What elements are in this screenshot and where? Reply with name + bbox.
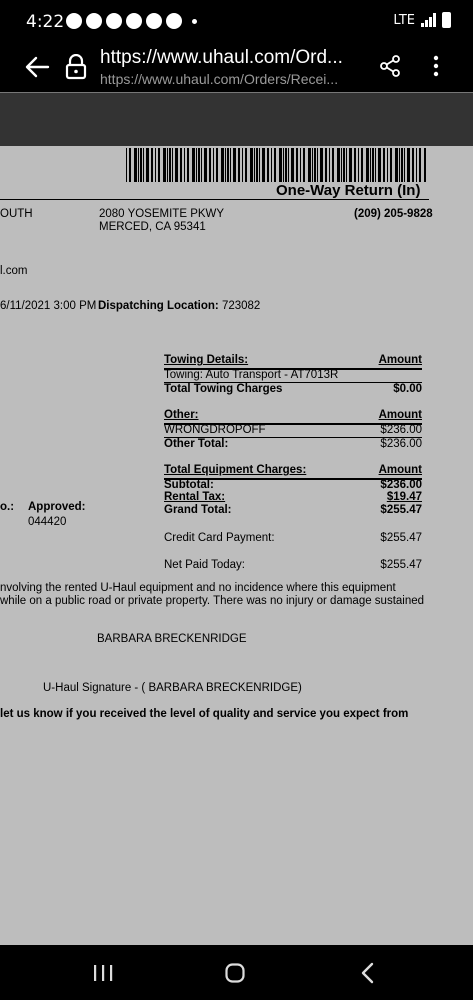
share-icon[interactable] [378, 54, 402, 78]
towing-header: Towing Details: [164, 354, 249, 366]
approved-value: 044420 [28, 516, 67, 528]
nav-back-icon[interactable] [360, 962, 374, 984]
location-name: OUTH [0, 208, 33, 220]
customer-name: BARBARA BRECKENRIDGE [97, 633, 247, 645]
equipment-amount-header: Amount [378, 464, 422, 476]
payment-label: Credit Card Payment: [164, 532, 275, 544]
subtotal-value: $236.00 [380, 479, 422, 491]
other-amount-header: Amount [378, 409, 422, 421]
facebook-icon [106, 13, 122, 29]
receipt-type: One-Way Return (In) [276, 182, 421, 199]
recent-apps-icon[interactable] [93, 965, 113, 981]
net-paid-value: $255.47 [380, 559, 422, 571]
barcode-image [126, 148, 426, 182]
more-notifications-icon [192, 19, 197, 24]
status-time: 4:22 [26, 12, 65, 32]
net-paid-label: Net Paid Today: [164, 559, 245, 571]
feedback-line: let us know if you received the level of quality and service you expect from [0, 708, 409, 720]
subtotal-label: Subtotal: [164, 479, 214, 491]
dispatching-value: 723082 [221, 300, 261, 312]
towing-total-value: $0.00 [393, 383, 422, 395]
address-line2: MERCED, CA 95341 [99, 221, 206, 233]
url-subtitle[interactable]: https://www.uhaul.com/Orders/Recei... [100, 71, 339, 87]
divider [0, 199, 429, 200]
url-title[interactable]: https://www.uhaul.com/Ord... [100, 47, 343, 68]
status-bar [0, 0, 473, 44]
other-item-value: $236.00 [380, 424, 422, 436]
signature-line: U-Haul Signature - ( BARBARA BRECKENRIDGE) [43, 682, 302, 694]
grand-total-value: $255.47 [380, 504, 422, 516]
web-content [0, 92, 473, 945]
more-options-icon[interactable] [424, 54, 448, 78]
system-nav-bar [0, 945, 473, 1000]
auth-number-label: o.: [0, 501, 15, 513]
other-header: Other: [164, 409, 199, 421]
home-icon[interactable] [225, 963, 245, 983]
battery-icon [442, 12, 451, 28]
payment-value: $255.47 [380, 532, 422, 544]
dispatching-location [98, 300, 260, 312]
facebook-icon [86, 13, 102, 29]
other-total-label: Other Total: [164, 438, 229, 450]
receipt-document [0, 146, 473, 945]
customer-email: l.com [0, 265, 28, 277]
grand-total-label: Grand Total: [164, 504, 232, 516]
dispatching-label: Dispatching Location: [98, 300, 219, 312]
notification-icons [66, 13, 197, 29]
site-header-band [0, 92, 473, 146]
rental-date: 6/11/2021 3:00 PM [0, 300, 97, 312]
approved-label: Approved: [28, 501, 86, 513]
statement-line2: while on a public road or private property. There was no injury or damage sustained [0, 595, 425, 607]
towing-total-label: Total Towing Charges [164, 383, 283, 395]
address-line1: 2080 YOSEMITE PKWY [99, 208, 225, 220]
towing-item: Towing: Auto Transport - AT7013R [164, 369, 339, 381]
rental-tax-label: Rental Tax: [164, 491, 226, 503]
settings-icon [166, 13, 182, 29]
browser-toolbar [0, 44, 473, 92]
cloud-icon [126, 13, 142, 29]
system-icons [393, 12, 451, 28]
equipment-header: Total Equipment Charges: [164, 464, 307, 476]
cloud-icon [146, 13, 162, 29]
rental-tax-value: $19.47 [386, 491, 422, 503]
location-phone: (209) 205-9828 [354, 208, 433, 220]
facebook-icon [66, 13, 82, 29]
other-total-value: $236.00 [380, 438, 422, 450]
signal-icon [421, 13, 436, 27]
lock-icon[interactable] [64, 54, 88, 80]
towing-amount-header: Amount [378, 354, 422, 366]
back-arrow-icon[interactable] [22, 52, 52, 82]
other-item: WRONGDROPOFF [164, 424, 266, 436]
statement-line1: nvolving the rented U-Haul equipment and no incidence where this equipment [0, 582, 396, 594]
lte-icon: LTE [393, 12, 415, 28]
